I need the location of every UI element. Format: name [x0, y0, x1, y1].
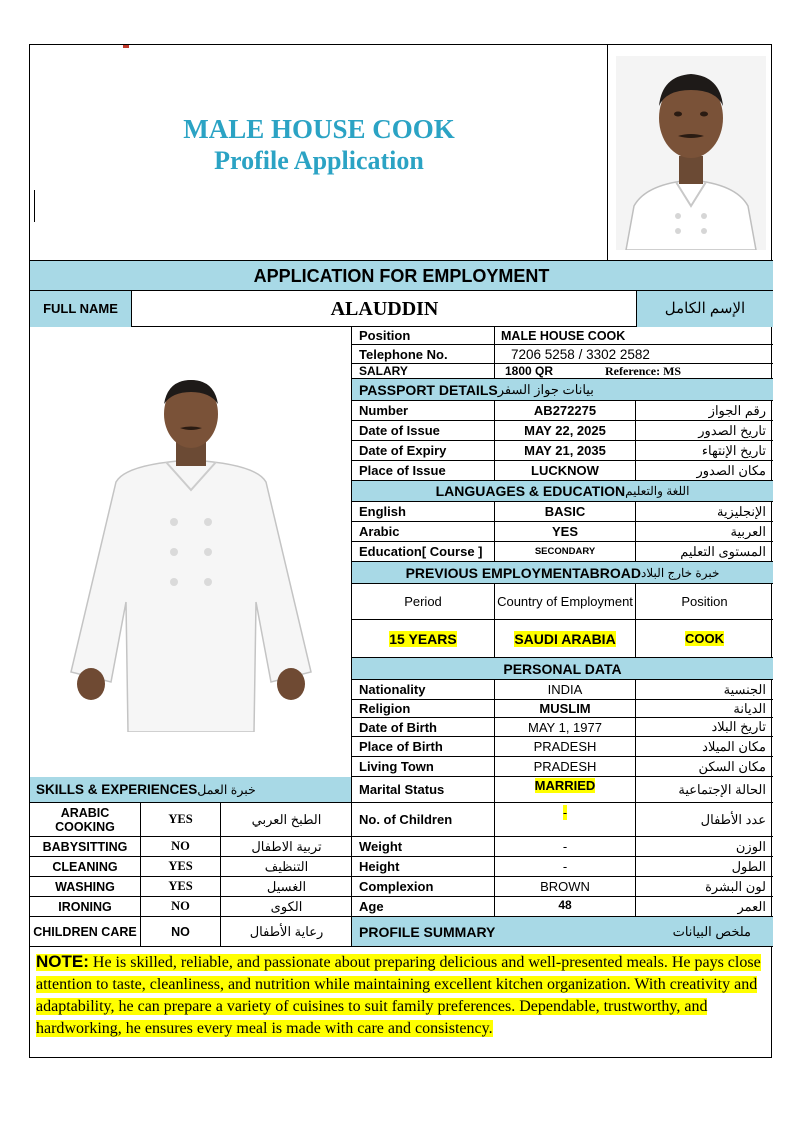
passport-heading-ar: بيانات جواز السفر — [497, 381, 594, 397]
children-count-label: No. of Children — [352, 803, 495, 836]
position-value: MALE HOUSE COOK — [501, 328, 626, 343]
birth-place-ar: مكان الميلاد — [702, 738, 766, 754]
previous-heading-text: PREVIOUS EMPLOYMENTABROAD — [405, 564, 642, 581]
arabic-value: YES — [495, 522, 636, 541]
previous-employment-row — [352, 620, 773, 658]
personal-row — [352, 757, 773, 777]
full-name-value: ALAUDDIN — [330, 298, 439, 320]
profile-note — [30, 947, 773, 1059]
country-value: SAUDI ARABIA — [514, 630, 616, 647]
english-ar: الإنجليزية — [716, 503, 766, 519]
birth-place-value: PRADESH — [495, 737, 636, 756]
birth-date-value: MAY 1, 1977 — [495, 718, 636, 736]
languages-heading-ar: اللغة والتعليم — [625, 484, 690, 498]
position-row — [352, 327, 773, 345]
position-column-header: Position — [681, 594, 728, 609]
skill-label: ARABIC COOKING — [30, 803, 141, 836]
issue-date-ar: تاريخ الصدور — [698, 422, 766, 438]
full-name-label: FULL NAME — [30, 291, 132, 327]
application-sheet — [29, 44, 772, 1058]
expiry-date-label: Date of Expiry — [352, 441, 495, 460]
personal-row — [352, 680, 773, 700]
personal-row — [352, 877, 773, 897]
application-banner: APPLICATION FOR EMPLOYMENT — [30, 261, 773, 291]
previous-employment-heading — [352, 562, 773, 584]
complexion-ar: لون البشرة — [705, 878, 766, 894]
arabic-ar: العربية — [730, 523, 766, 539]
living-town-label: Living Town — [352, 757, 495, 776]
period-column-header: Period — [352, 584, 495, 619]
living-town-ar: مكان السكن — [698, 758, 766, 774]
telephone-value: 7206 5258 / 3302 2582 — [511, 346, 650, 362]
english-value: BASIC — [495, 502, 636, 521]
country-column-header: Country of Employment — [495, 584, 636, 619]
passport-number-value: AB272275 — [495, 401, 636, 420]
full-body-photo — [30, 327, 352, 777]
previous-heading-ar: خبرة خارج البلاد — [641, 565, 720, 580]
note-label: NOTE: — [36, 952, 89, 971]
personal-row — [352, 700, 773, 718]
telephone-label: Telephone No. — [352, 345, 495, 363]
skill-row — [30, 917, 352, 947]
religion-value: MUSLIM — [495, 700, 636, 717]
skill-value: NO — [141, 897, 221, 916]
marital-status-label: Marital Status — [352, 777, 495, 802]
weight-value: - — [495, 837, 636, 856]
passport-row — [352, 441, 773, 461]
passport-number-label: Number — [352, 401, 495, 420]
skills-heading-text: SKILLS & EXPERIENCES — [36, 782, 198, 797]
age-label: Age — [352, 897, 495, 916]
skill-ar: الغسيل — [266, 878, 307, 894]
margin-line — [34, 190, 35, 222]
passport-heading — [352, 379, 773, 401]
note-text: He is skilled, reliable, and passionate about preparing delicious and well-presented meals. He pays close attention to taste, cleanliness, and nutrition while maintaining excellent kitchen organization. With creativity and adaptability, he can prepare a variety of cuisines to suit family preferences. Dependable, trustworthy, and hardworking, he ensures every meal is made with care and consistency. — [36, 954, 761, 1037]
person-portrait-icon — [616, 56, 766, 250]
skill-ar: رعاية الأطفال — [249, 923, 324, 939]
issue-place-value: LUCKNOW — [495, 461, 636, 480]
profile-summary-row — [352, 917, 773, 947]
skills-heading-ar: خبرة العمل — [197, 783, 256, 797]
passport-number-ar: رقم الجواز — [708, 402, 766, 418]
skills-heading — [30, 777, 352, 803]
header — [30, 45, 773, 261]
issue-place-ar: مكان الصدور — [696, 462, 766, 478]
header-title-block — [30, 113, 608, 177]
skill-row — [30, 837, 352, 857]
age-ar: العمر — [737, 898, 766, 914]
portrait-photo — [607, 45, 773, 261]
passport-row — [352, 401, 773, 421]
profile-summary-label: PROFILE SUMMARY — [359, 924, 496, 940]
skill-label: BABYSITTING — [30, 837, 141, 856]
birth-date-label: Date of Birth — [352, 718, 495, 736]
reference-value: Reference: MS — [605, 363, 682, 378]
education-ar: المستوى التعليم — [680, 543, 766, 559]
skill-value: YES — [141, 857, 221, 876]
personal-row — [352, 737, 773, 757]
height-label: Height — [352, 857, 495, 876]
marital-status-value: MARRIED — [534, 778, 596, 793]
language-row — [352, 542, 773, 562]
issue-date-label: Date of Issue — [352, 421, 495, 440]
skill-row — [30, 877, 352, 897]
personal-row — [352, 777, 773, 803]
salary-value: 1800 QR — [505, 364, 554, 378]
period-value: 15 YEARS — [389, 630, 457, 647]
skill-ar: التنظيف — [264, 858, 309, 874]
complexion-label: Complexion — [352, 877, 495, 896]
skill-ar: تربية الاطفال — [251, 838, 322, 854]
complexion-value: BROWN — [495, 877, 636, 896]
nationality-ar: الجنسية — [723, 681, 766, 697]
children-count-value: - — [562, 805, 568, 820]
previous-position-value: COOK — [685, 631, 724, 646]
skill-row — [30, 897, 352, 917]
previous-employment-header-row — [352, 584, 773, 620]
nationality-value: INDIA — [495, 680, 636, 699]
birth-date-ar: تاريخ البلاد — [711, 719, 766, 734]
expiry-date-ar: تاريخ الإنتهاء — [701, 442, 766, 458]
personal-row — [352, 803, 773, 837]
salary-label: SALARY — [352, 364, 495, 378]
language-row — [352, 522, 773, 542]
height-ar: الطول — [731, 858, 766, 874]
birth-place-label: Place of Birth — [352, 737, 495, 756]
religion-ar: الديانة — [733, 700, 766, 716]
salary-row — [352, 364, 773, 379]
page-subtitle: Profile Application — [214, 146, 424, 175]
skill-label: CHILDREN CARE — [30, 917, 141, 946]
age-value: 48 — [495, 897, 636, 916]
personal-row — [352, 837, 773, 857]
arabic-label: Arabic — [352, 522, 495, 541]
full-name-label-ar: الإسم الكامل — [636, 291, 773, 327]
english-label: English — [352, 502, 495, 521]
skill-value: NO — [141, 917, 221, 946]
red-mark — [123, 45, 129, 48]
languages-heading-text: LANGUAGES & EDUCATION — [435, 483, 626, 499]
personal-data-heading: PERSONAL DATA — [352, 658, 773, 680]
passport-row — [352, 461, 773, 481]
position-label: Position — [352, 327, 495, 344]
skill-ar: الكوى — [270, 898, 303, 914]
personal-row — [352, 857, 773, 877]
expiry-date-value: MAY 21, 2035 — [495, 441, 636, 460]
passport-row — [352, 421, 773, 441]
full-name-row — [30, 291, 773, 327]
personal-row — [352, 718, 773, 737]
skill-label: WASHING — [30, 877, 141, 896]
weight-label: Weight — [352, 837, 495, 856]
skill-label: IRONING — [30, 897, 141, 916]
weight-ar: الوزن — [735, 838, 766, 854]
religion-label: Religion — [352, 700, 495, 717]
issue-date-value: MAY 22, 2025 — [495, 421, 636, 440]
passport-heading-text: PASSPORT DETAILS — [359, 381, 498, 398]
nationality-label: Nationality — [352, 680, 495, 699]
skill-label: CLEANING — [30, 857, 141, 876]
skill-value: NO — [141, 837, 221, 856]
skill-row — [30, 803, 352, 837]
language-row — [352, 502, 773, 522]
page-title: MALE HOUSE COOK — [183, 114, 455, 144]
issue-place-label: Place of Issue — [352, 461, 495, 480]
skill-value: YES — [141, 803, 221, 836]
skill-ar: الطبخ العربي — [251, 811, 322, 827]
skill-value: YES — [141, 877, 221, 896]
telephone-row — [352, 345, 773, 364]
marital-status-ar: الحالة الإجتماعية — [678, 781, 766, 797]
education-label: Education[ Course ] — [352, 542, 495, 561]
profile-summary-ar: ملخص البيانات — [672, 924, 751, 939]
living-town-value: PRADESH — [495, 757, 636, 776]
children-count-ar: عدد الأطفال — [700, 811, 766, 827]
skill-row — [30, 857, 352, 877]
person-fullbody-icon — [56, 372, 326, 732]
height-value: - — [495, 857, 636, 876]
education-value: SECONDARY — [495, 542, 636, 561]
languages-heading — [352, 481, 773, 502]
personal-row — [352, 897, 773, 917]
